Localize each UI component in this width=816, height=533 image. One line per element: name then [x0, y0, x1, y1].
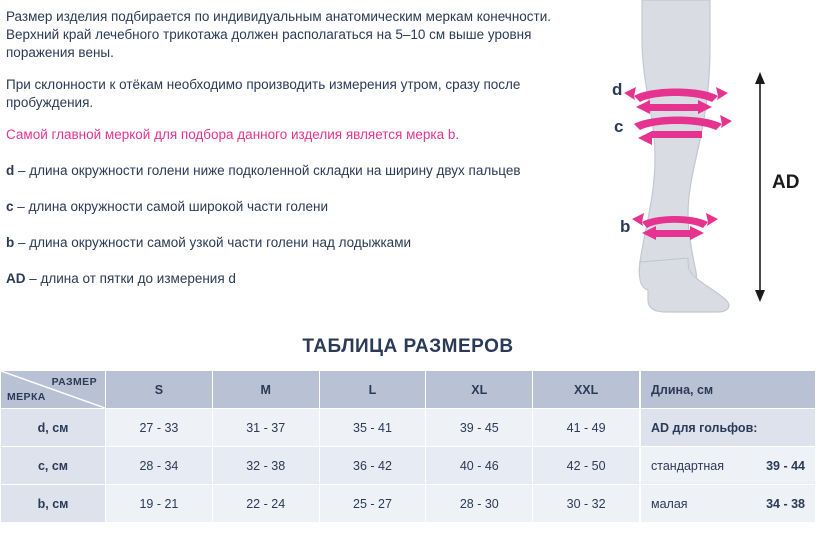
cell-c-s: 28 - 34: [106, 447, 213, 485]
row-label-b: b, см: [1, 485, 106, 523]
length-subheader: AD для гольфов:: [641, 409, 816, 447]
cell-c-xxl: 42 - 50: [533, 447, 640, 485]
length-row-standard: [641, 447, 816, 485]
cell-b-s: 19 - 21: [106, 485, 213, 523]
cell-c-xl: 40 - 46: [426, 447, 533, 485]
length-table: [640, 370, 816, 523]
cell-b-xxl: 30 - 32: [533, 485, 640, 523]
table-row: [1, 447, 640, 485]
definition-b-label: b: [6, 234, 15, 250]
size-header-xl: XL: [426, 371, 533, 409]
page-title: ТАБЛИЦА РАЗМЕРОВ: [302, 336, 514, 357]
corner-label-size: РАЗМЕР: [51, 376, 97, 388]
cell-b-xl: 28 - 30: [426, 485, 533, 523]
length-header: Длина, см: [641, 371, 816, 409]
instructions-column: [0, 0, 600, 330]
cell-d-l: 35 - 41: [319, 409, 426, 447]
cell-d-xxl: 41 - 49: [533, 409, 640, 447]
corner-header-cell: [1, 371, 106, 409]
row-label-c: c, см: [1, 447, 106, 485]
table-row: [1, 409, 640, 447]
figure-label-d: d: [612, 80, 623, 99]
cell-c-m: 32 - 38: [212, 447, 319, 485]
definition-ad-label: AD: [6, 270, 26, 286]
length-name-standard: стандартная: [651, 458, 724, 473]
table-header-row: [1, 371, 640, 409]
definition-ad: [6, 270, 590, 288]
cell-d-m: 31 - 37: [212, 409, 319, 447]
size-table: [0, 370, 640, 523]
length-subheader-row: [641, 409, 816, 447]
figure-label-ad: AD: [772, 172, 800, 193]
figure-label-c: c: [614, 117, 624, 136]
size-header-s: S: [106, 371, 213, 409]
cell-b-m: 22 - 24: [212, 485, 319, 523]
row-label-d: d, см: [1, 409, 106, 447]
table-row: [1, 485, 640, 523]
leg-shape: [639, 0, 710, 288]
intro-paragraph-2: При склонности к отёкам необходимо производить измерения утром, сразу после пробуждения.: [6, 76, 521, 110]
cell-b-l: 25 - 27: [319, 485, 426, 523]
size-header-l: L: [319, 371, 426, 409]
cell-d-s: 27 - 33: [106, 409, 213, 447]
cell-d-xl: 39 - 45: [426, 409, 533, 447]
definition-d-text: – длина окружности голени ниже подколенной складки на ширину двух пальцев: [14, 162, 521, 178]
length-row: [641, 485, 816, 523]
leg-diagram: [600, 0, 816, 330]
definition-c-text: – длина окружности самой широкой части голени: [13, 198, 328, 214]
size-header-xxl: XXL: [533, 371, 640, 409]
definition-c-label: c: [6, 198, 14, 214]
length-row: [641, 447, 816, 485]
cell-c-l: 36 - 42: [319, 447, 426, 485]
intro-paragraph-1: Размер изделия подбирается по индивидуальным анатомическим меркам конечности. Верхний край лечебного трикотажа должен располагаться на 5–10 см выше уровня поражения вены.: [6, 9, 552, 60]
definition-d-label: d: [6, 162, 15, 178]
definition-d: [6, 162, 590, 180]
definition-ad-text: – длина от пятки до измерения d: [25, 270, 236, 286]
measure-ad-arrow: [755, 72, 765, 302]
tables-wrapper: [0, 370, 816, 523]
length-name-small: малая: [651, 496, 688, 511]
intro-paragraph-highlight: Самой главной меркой для подбора данного изделия является мерка b.: [6, 126, 460, 142]
definition-b-text: – длина окружности самой узкой части голени над лодыжками: [14, 234, 412, 250]
foot-shape: [639, 258, 729, 312]
length-value-standard: 39 - 44: [766, 458, 805, 473]
corner-label-measure: МЕРКА: [7, 391, 46, 403]
length-header-row: [641, 371, 816, 409]
length-row-small: [641, 485, 816, 523]
definition-c: [6, 198, 590, 216]
figure-label-b: b: [620, 217, 631, 236]
length-value-small: 34 - 38: [766, 496, 805, 511]
definition-b: [6, 234, 590, 252]
size-header-m: M: [212, 371, 319, 409]
leg-illustration-svg: [590, 0, 816, 330]
